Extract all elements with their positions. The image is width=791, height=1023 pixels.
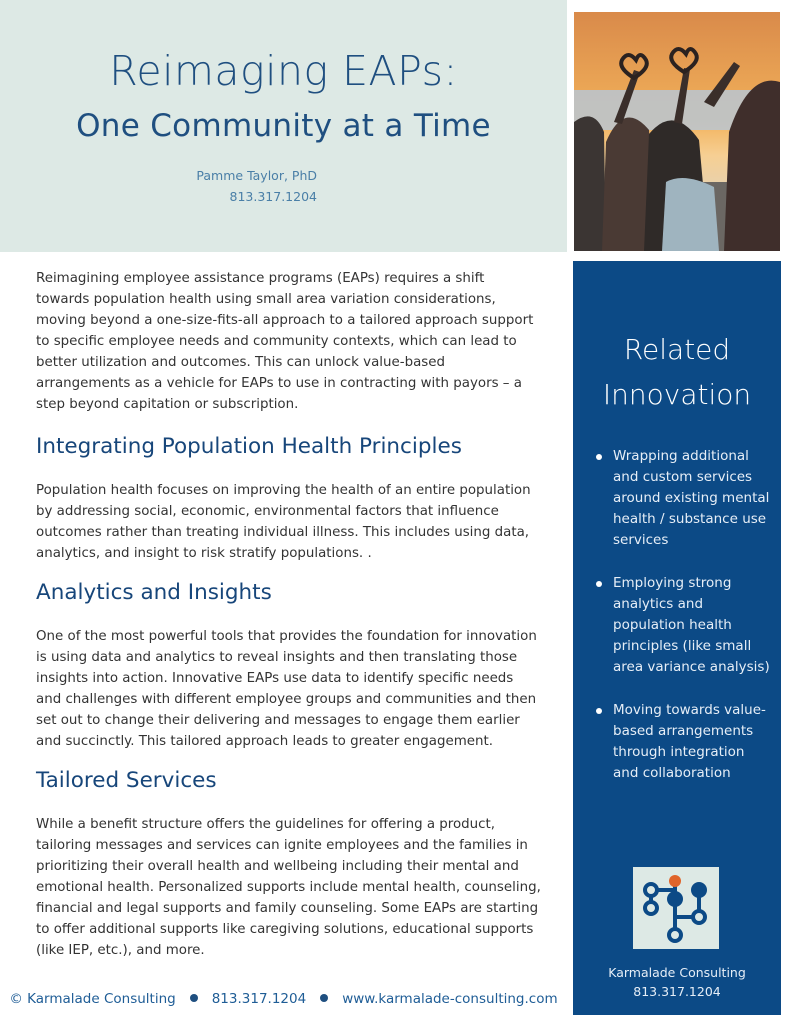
section-heading-population-health: Integrating Population Health Principles	[36, 434, 462, 459]
bullet-dot-icon	[320, 994, 328, 1002]
sidebar-heading-line2: Innovation	[602, 378, 752, 411]
page-subtitle: One Community at a Time	[76, 108, 491, 144]
footer-copyright: © Karmalade Consulting	[9, 991, 176, 1007]
sidebar-list-item: Employing strong analytics and population health principles (like small area variance analysis)	[573, 573, 781, 678]
photo-illustration	[574, 12, 780, 251]
section-body-population-health: Population health focuses on improving the health of an entire population by addressing social, economic, environmental factors that influence outcomes rather than treating individual illness. This includes using data, analytics, and insight to risk stratify populations. .	[36, 483, 531, 561]
section-heading-tailored-services: Tailored Services	[36, 768, 217, 793]
bullet-dot-icon	[190, 994, 198, 1002]
sidebar-company-block	[573, 963, 781, 1001]
sidebar-heading	[573, 327, 781, 417]
author-block	[196, 165, 317, 207]
author-name: Pamme Taylor, PhD	[196, 168, 317, 183]
related-innovation-sidebar	[573, 261, 781, 1015]
page-footer	[0, 991, 567, 1007]
section-body-analytics: One of the most powerful tools that provides the foundation for innovation is using data and analytics to reveal insights and then translating those insights into action. Innovative EAPs use data to identify specific needs and challenges with different employee groups and communities and then set out to change their delivering and messages to engage them earlier and succinctly. This tailored approach leads to greater engagement.	[36, 629, 537, 749]
sidebar-company-name: Karmalade Consulting	[608, 965, 746, 980]
header-band	[0, 0, 567, 252]
logo-graphic	[633, 867, 719, 949]
sidebar-list-item: Wrapping additional and custom services around existing mental health / substance use services	[573, 446, 781, 551]
friends-heart-hands-sunset-photo	[574, 12, 780, 251]
karmalade-network-logo-icon	[633, 867, 719, 949]
intro-paragraph: Reimagining employee assistance programs (EAPs) requires a shift towards population health using small area variation considerations, moving beyond a one-size-fits-all approach to a tailored approach support to specific employee needs and community contexts, which can lead to better utilization and outcomes. This can unlock value-based arrangements as a vehicle for EAPs to use in contracting with payors – a step beyond capitation or subscription.	[36, 271, 534, 412]
author-phone: 813.317.1204	[229, 189, 317, 204]
footer-website-link[interactable]: www.karmalade-consulting.com	[342, 991, 558, 1007]
section-heading-analytics: Analytics and Insights	[36, 580, 272, 605]
sidebar-company-phone: 813.317.1204	[633, 984, 721, 999]
section-body-tailored-services: While a benefit structure offers the guidelines for offering a product, tailoring messages and services can ignite employees and the families in prioritizing their overall health and wellbeing including their mental and emotional health. Personalized supports include mental health, counseling, financial and legal supports and family counseling. Some EAPs are starting to offer additional supports like caregiving solutions, educational supports (like IEP, etc.), and more.	[36, 817, 541, 958]
sidebar-list-item: Moving towards value-based arrangements through integration and collaboration	[573, 700, 781, 784]
footer-phone: 813.317.1204	[211, 991, 307, 1007]
page-title: Reimaging EAPs:	[109, 47, 458, 95]
sidebar-list	[573, 446, 781, 806]
sidebar-heading-line1: Related	[623, 333, 731, 366]
